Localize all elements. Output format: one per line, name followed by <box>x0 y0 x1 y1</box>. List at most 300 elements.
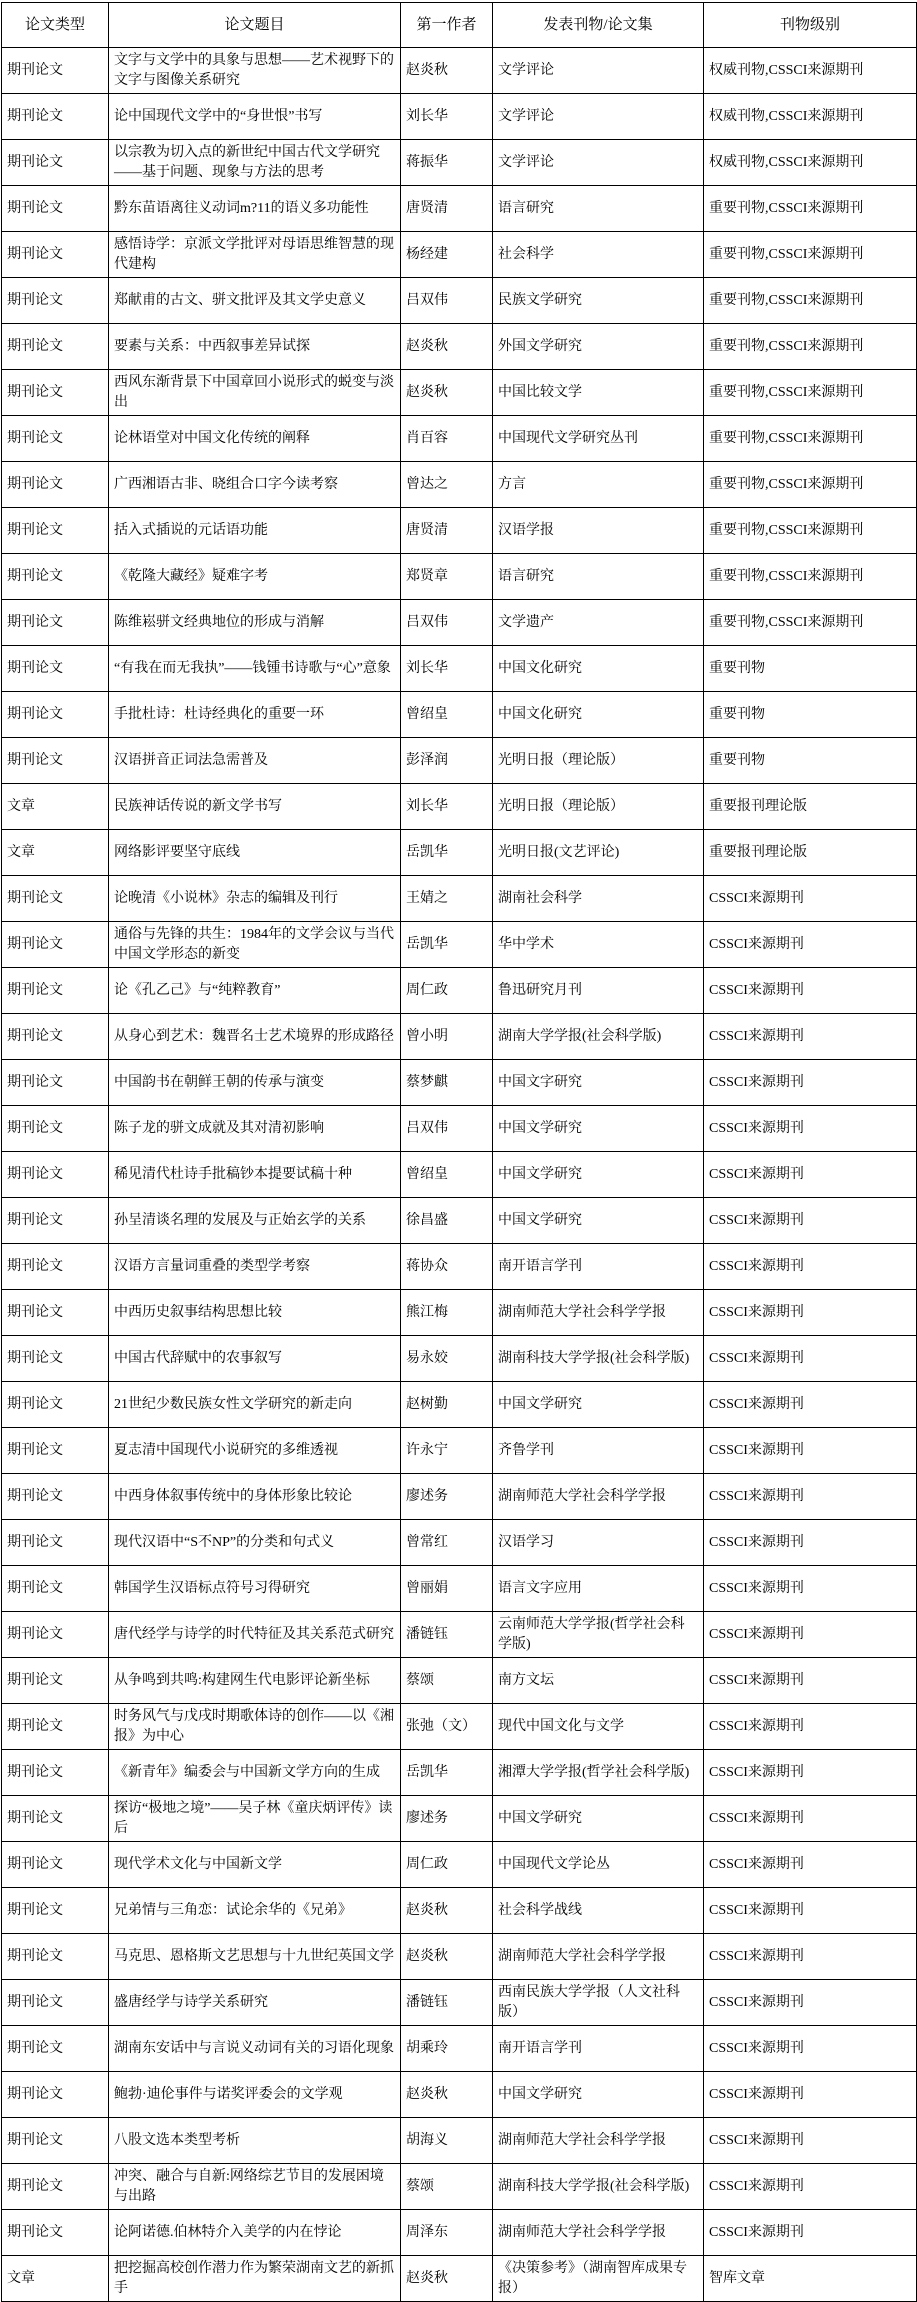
paper-type-cell: 期刊论文 <box>2 1796 109 1842</box>
first-author-cell: 唐贤清 <box>401 508 493 554</box>
paper-title-cell: 兄弟情与三角恋：试论余华的《兄弟》 <box>109 1888 401 1934</box>
paper-type-cell: 期刊论文 <box>2 1888 109 1934</box>
first-author-cell: 曾丽娟 <box>401 1566 493 1612</box>
publications-table <box>1 2 917 2302</box>
journal-cell: 湘潭大学学报(哲学社会科学版) <box>493 1750 704 1796</box>
journal-cell: 南方文坛 <box>493 1658 704 1704</box>
first-author-cell: 赵炎秋 <box>401 2072 493 2118</box>
first-author-cell: 蒋协众 <box>401 1244 493 1290</box>
first-author-cell: 廖述务 <box>401 1474 493 1520</box>
table-row <box>2 2026 917 2072</box>
paper-type-cell: 期刊论文 <box>2 1934 109 1980</box>
journal-cell: 湖南师范大学社会科学学报 <box>493 1290 704 1336</box>
level-cell: CSSCI来源期刊 <box>704 1014 917 1060</box>
column-header-first-author: 第一作者 <box>401 3 493 48</box>
table-row <box>2 646 917 692</box>
paper-type-cell: 期刊论文 <box>2 1704 109 1750</box>
level-cell: 重要刊物,CSSCI来源期刊 <box>704 462 917 508</box>
paper-title-cell: 孙呈清谈名理的发展及与正始玄学的关系 <box>109 1198 401 1244</box>
paper-type-cell: 期刊论文 <box>2 968 109 1014</box>
paper-title-cell: 要素与关系：中西叙事差异试探 <box>109 324 401 370</box>
level-cell: CSSCI来源期刊 <box>704 1704 917 1750</box>
column-header-paper-type: 论文类型 <box>2 3 109 48</box>
first-author-cell: 周仁政 <box>401 1842 493 1888</box>
first-author-cell: 王婧之 <box>401 876 493 922</box>
paper-title-cell: 稀见清代杜诗手批稿钞本提要试稿十种 <box>109 1152 401 1198</box>
level-cell: CSSCI来源期刊 <box>704 1934 917 1980</box>
level-cell: 重要刊物,CSSCI来源期刊 <box>704 600 917 646</box>
table-row <box>2 1014 917 1060</box>
paper-type-cell: 期刊论文 <box>2 1336 109 1382</box>
paper-type-cell: 期刊论文 <box>2 2026 109 2072</box>
journal-cell: 语言文字应用 <box>493 1566 704 1612</box>
paper-title-cell: 从争鸣到共鸣:构建网生代电影评论新坐标 <box>109 1658 401 1704</box>
first-author-cell: 赵炎秋 <box>401 1934 493 1980</box>
first-author-cell: 刘长华 <box>401 784 493 830</box>
table-row <box>2 1888 917 1934</box>
first-author-cell: 曾绍皇 <box>401 692 493 738</box>
level-cell: CSSCI来源期刊 <box>704 2118 917 2164</box>
table-row <box>2 738 917 784</box>
first-author-cell: 曾小明 <box>401 1014 493 1060</box>
first-author-cell: 赵炎秋 <box>401 2256 493 2302</box>
paper-title-cell: 马克思、恩格斯文艺思想与十九世纪英国文学 <box>109 1934 401 1980</box>
journal-cell: 民族文学研究 <box>493 278 704 324</box>
table-row <box>2 1658 917 1704</box>
table-row <box>2 1750 917 1796</box>
level-cell: CSSCI来源期刊 <box>704 1198 917 1244</box>
table-row <box>2 600 917 646</box>
table-row <box>2 1244 917 1290</box>
level-cell: CSSCI来源期刊 <box>704 1520 917 1566</box>
paper-title-cell: 论《孔乙己》与“纯粹教育” <box>109 968 401 1014</box>
table-row <box>2 1934 917 1980</box>
journal-cell: 南开语言学刊 <box>493 2026 704 2072</box>
paper-type-cell: 期刊论文 <box>2 692 109 738</box>
table-row <box>2 1290 917 1336</box>
journal-cell: 文学遗产 <box>493 600 704 646</box>
paper-title-cell: 中西身体叙事传统中的身体形象比较论 <box>109 1474 401 1520</box>
paper-title-cell: 论晚清《小说林》杂志的编辑及刊行 <box>109 876 401 922</box>
level-cell: CSSCI来源期刊 <box>704 2072 917 2118</box>
paper-type-cell: 期刊论文 <box>2 48 109 94</box>
table-row <box>2 1474 917 1520</box>
first-author-cell: 刘长华 <box>401 646 493 692</box>
journal-cell: 湖南师范大学社会科学学报 <box>493 1934 704 1980</box>
table-row <box>2 48 917 94</box>
first-author-cell: 许永宁 <box>401 1428 493 1474</box>
table-row <box>2 554 917 600</box>
first-author-cell: 岳凯华 <box>401 830 493 876</box>
table-header <box>2 3 917 48</box>
journal-cell: 湖南师范大学社会科学学报 <box>493 2210 704 2256</box>
paper-type-cell: 期刊论文 <box>2 278 109 324</box>
table-row <box>2 508 917 554</box>
paper-title-cell: 盛唐经学与诗学关系研究 <box>109 1980 401 2026</box>
first-author-cell: 吕双伟 <box>401 600 493 646</box>
paper-title-cell: 把挖掘高校创作潜力作为繁荣湖南文艺的新抓手 <box>109 2256 401 2302</box>
paper-type-cell: 期刊论文 <box>2 1474 109 1520</box>
paper-type-cell: 期刊论文 <box>2 508 109 554</box>
first-author-cell: 曾常红 <box>401 1520 493 1566</box>
first-author-cell: 潘链钰 <box>401 1612 493 1658</box>
table-row <box>2 140 917 186</box>
first-author-cell: 曾绍皇 <box>401 1152 493 1198</box>
level-cell: CSSCI来源期刊 <box>704 922 917 968</box>
first-author-cell: 蔡梦麒 <box>401 1060 493 1106</box>
table-row <box>2 1520 917 1566</box>
paper-title-cell: 网络影评要坚守底线 <box>109 830 401 876</box>
paper-title-cell: 汉语拼音正词法急需普及 <box>109 738 401 784</box>
journal-cell: 光明日报(文艺评论) <box>493 830 704 876</box>
paper-title-cell: 八股文选本类型考析 <box>109 2118 401 2164</box>
table-row <box>2 830 917 876</box>
level-cell: 权威刊物,CSSCI来源期刊 <box>704 48 917 94</box>
level-cell: 重要刊物,CSSCI来源期刊 <box>704 278 917 324</box>
journal-cell: 湖南科技大学学报(社会科学版) <box>493 2164 704 2210</box>
journal-cell: 中国文学研究 <box>493 1106 704 1152</box>
table-body <box>2 48 917 2302</box>
table-row <box>2 1612 917 1658</box>
level-cell: CSSCI来源期刊 <box>704 1842 917 1888</box>
first-author-cell: 岳凯华 <box>401 1750 493 1796</box>
table-row <box>2 1980 917 2026</box>
journal-cell: 现代中国文化与文学 <box>493 1704 704 1750</box>
paper-title-cell: 以宗教为切入点的新世纪中国古代文学研究——基于问题、现象与方法的思考 <box>109 140 401 186</box>
journal-cell: 西南民族大学学报（人文社科版） <box>493 1980 704 2026</box>
paper-title-cell: 汉语方言量词重叠的类型学考察 <box>109 1244 401 1290</box>
paper-type-cell: 期刊论文 <box>2 738 109 784</box>
first-author-cell: 唐贤清 <box>401 186 493 232</box>
journal-cell: 中国文学研究 <box>493 1796 704 1842</box>
level-cell: CSSCI来源期刊 <box>704 2164 917 2210</box>
table-row <box>2 922 917 968</box>
first-author-cell: 潘链钰 <box>401 1980 493 2026</box>
journal-cell: 湖南社会科学 <box>493 876 704 922</box>
paper-title-cell: 现代学术文化与中国新文学 <box>109 1842 401 1888</box>
paper-title-cell: 唐代经学与诗学的时代特征及其关系范式研究 <box>109 1612 401 1658</box>
paper-title-cell: 中西历史叙事结构思想比较 <box>109 1290 401 1336</box>
level-cell: 重要刊物,CSSCI来源期刊 <box>704 370 917 416</box>
first-author-cell: 郑贤章 <box>401 554 493 600</box>
paper-type-cell: 期刊论文 <box>2 416 109 462</box>
journal-cell: 《决策参考》（湖南智库成果专报） <box>493 2256 704 2302</box>
level-cell: 重要刊物,CSSCI来源期刊 <box>704 232 917 278</box>
level-cell: 权威刊物,CSSCI来源期刊 <box>704 94 917 140</box>
journal-cell: 中国比较文学 <box>493 370 704 416</box>
paper-type-cell: 期刊论文 <box>2 462 109 508</box>
journal-cell: 湖南大学学报(社会科学版) <box>493 1014 704 1060</box>
paper-type-cell: 期刊论文 <box>2 1290 109 1336</box>
paper-title-cell: 《乾隆大藏经》疑难字考 <box>109 554 401 600</box>
column-header-level: 刊物级别 <box>704 3 917 48</box>
table-row <box>2 1198 917 1244</box>
journal-cell: 湖南师范大学社会科学学报 <box>493 1474 704 1520</box>
paper-type-cell: 期刊论文 <box>2 370 109 416</box>
first-author-cell: 刘长华 <box>401 94 493 140</box>
journal-cell: 文学评论 <box>493 48 704 94</box>
table-row <box>2 1106 917 1152</box>
paper-type-cell: 期刊论文 <box>2 1428 109 1474</box>
level-cell: 重要报刊理论版 <box>704 830 917 876</box>
level-cell: CSSCI来源期刊 <box>704 1888 917 1934</box>
journal-cell: 华中学术 <box>493 922 704 968</box>
paper-type-cell: 期刊论文 <box>2 1566 109 1612</box>
level-cell: 重要刊物 <box>704 738 917 784</box>
journal-cell: 中国文字研究 <box>493 1060 704 1106</box>
paper-type-cell: 期刊论文 <box>2 2072 109 2118</box>
paper-title-cell: 黔东苗语离往义动词m?11的语义多功能性 <box>109 186 401 232</box>
first-author-cell: 张弛（文） <box>401 1704 493 1750</box>
first-author-cell: 蔡颂 <box>401 2164 493 2210</box>
journal-cell: 文学评论 <box>493 94 704 140</box>
level-cell: 重要刊物,CSSCI来源期刊 <box>704 508 917 554</box>
table-row <box>2 2210 917 2256</box>
paper-type-cell: 期刊论文 <box>2 1612 109 1658</box>
paper-type-cell: 文章 <box>2 2256 109 2302</box>
journal-cell: 中国文化研究 <box>493 646 704 692</box>
journal-cell: 鲁迅研究月刊 <box>493 968 704 1014</box>
paper-title-cell: “有我在而无我执”——钱锺书诗歌与“心”意象 <box>109 646 401 692</box>
paper-type-cell: 期刊论文 <box>2 232 109 278</box>
paper-title-cell: 郑献甫的古文、骈文批评及其文学史意义 <box>109 278 401 324</box>
table-row <box>2 324 917 370</box>
paper-title-cell: 探访“极地之境”——吴子林《童庆炳评传》读后 <box>109 1796 401 1842</box>
first-author-cell: 蒋振华 <box>401 140 493 186</box>
paper-type-cell: 期刊论文 <box>2 186 109 232</box>
level-cell: CSSCI来源期刊 <box>704 1566 917 1612</box>
journal-cell: 湖南科技大学学报(社会科学版) <box>493 1336 704 1382</box>
paper-title-cell: 冲突、融合与自新:网络综艺节目的发展困境与出路 <box>109 2164 401 2210</box>
level-cell: 重要刊物,CSSCI来源期刊 <box>704 416 917 462</box>
table-row <box>2 94 917 140</box>
table-row <box>2 784 917 830</box>
paper-type-cell: 文章 <box>2 784 109 830</box>
journal-cell: 中国文化研究 <box>493 692 704 738</box>
first-author-cell: 廖述务 <box>401 1796 493 1842</box>
table-row <box>2 1796 917 1842</box>
table-row <box>2 876 917 922</box>
first-author-cell: 蔡颂 <box>401 1658 493 1704</box>
paper-title-cell: 广西湘语古非、晓组合口字今读考察 <box>109 462 401 508</box>
journal-cell: 社会科学战线 <box>493 1888 704 1934</box>
paper-title-cell: 时务风气与戊戌时期歌体诗的创作——以《湘报》为中心 <box>109 1704 401 1750</box>
paper-title-cell: 手批杜诗：杜诗经典化的重要一环 <box>109 692 401 738</box>
paper-type-cell: 期刊论文 <box>2 1244 109 1290</box>
journal-cell: 方言 <box>493 462 704 508</box>
level-cell: 重要刊物 <box>704 646 917 692</box>
table-row <box>2 278 917 324</box>
first-author-cell: 彭泽润 <box>401 738 493 784</box>
level-cell: CSSCI来源期刊 <box>704 1474 917 1520</box>
first-author-cell: 赵树勤 <box>401 1382 493 1428</box>
level-cell: CSSCI来源期刊 <box>704 1658 917 1704</box>
table-row <box>2 1566 917 1612</box>
level-cell: CSSCI来源期刊 <box>704 1244 917 1290</box>
first-author-cell: 周泽东 <box>401 2210 493 2256</box>
paper-title-cell: 夏志清中国现代小说研究的多维透视 <box>109 1428 401 1474</box>
level-cell: 重要刊物 <box>704 692 917 738</box>
paper-type-cell: 期刊论文 <box>2 324 109 370</box>
paper-type-cell: 期刊论文 <box>2 1014 109 1060</box>
table-row <box>2 968 917 1014</box>
paper-title-cell: 文字与文学中的具象与思想——艺术视野下的文字与图像关系研究 <box>109 48 401 94</box>
first-author-cell: 熊江梅 <box>401 1290 493 1336</box>
table-row <box>2 462 917 508</box>
paper-type-cell: 期刊论文 <box>2 2118 109 2164</box>
table-row <box>2 1060 917 1106</box>
level-cell: CSSCI来源期刊 <box>704 1152 917 1198</box>
table-row <box>2 2256 917 2302</box>
table-row <box>2 1704 917 1750</box>
paper-type-cell: 期刊论文 <box>2 1750 109 1796</box>
column-header-paper-title: 论文题目 <box>109 3 401 48</box>
table-row <box>2 1842 917 1888</box>
paper-type-cell: 期刊论文 <box>2 1658 109 1704</box>
table-row <box>2 370 917 416</box>
journal-cell: 中国文学研究 <box>493 1152 704 1198</box>
level-cell: 重要刊物,CSSCI来源期刊 <box>704 186 917 232</box>
level-cell: CSSCI来源期刊 <box>704 2026 917 2072</box>
level-cell: 重要刊物,CSSCI来源期刊 <box>704 554 917 600</box>
first-author-cell: 赵炎秋 <box>401 370 493 416</box>
paper-title-cell: 论林语堂对中国文化传统的阐释 <box>109 416 401 462</box>
level-cell: CSSCI来源期刊 <box>704 1382 917 1428</box>
level-cell: CSSCI来源期刊 <box>704 1336 917 1382</box>
paper-type-cell: 期刊论文 <box>2 600 109 646</box>
journal-cell: 中国文学研究 <box>493 2072 704 2118</box>
journal-cell: 云南师范大学学报(哲学社会科学版) <box>493 1612 704 1658</box>
paper-type-cell: 期刊论文 <box>2 646 109 692</box>
paper-title-cell: 括入式插说的元话语功能 <box>109 508 401 554</box>
paper-title-cell: 湖南东安话中与言说义动词有关的习语化现象 <box>109 2026 401 2072</box>
journal-cell: 中国现代文学论丛 <box>493 1842 704 1888</box>
table-row <box>2 1336 917 1382</box>
level-cell: CSSCI来源期刊 <box>704 1428 917 1474</box>
table-row <box>2 1382 917 1428</box>
level-cell: CSSCI来源期刊 <box>704 1750 917 1796</box>
first-author-cell: 易永姣 <box>401 1336 493 1382</box>
first-author-cell: 肖百容 <box>401 416 493 462</box>
first-author-cell: 周仁政 <box>401 968 493 1014</box>
header-row <box>2 3 917 48</box>
journal-cell: 湖南师范大学社会科学学报 <box>493 2118 704 2164</box>
table-row <box>2 1428 917 1474</box>
first-author-cell: 吕双伟 <box>401 1106 493 1152</box>
first-author-cell: 岳凯华 <box>401 922 493 968</box>
table-row <box>2 232 917 278</box>
paper-type-cell: 期刊论文 <box>2 876 109 922</box>
table-row <box>2 416 917 462</box>
paper-title-cell: 《新青年》编委会与中国新文学方向的生成 <box>109 1750 401 1796</box>
paper-type-cell: 期刊论文 <box>2 1060 109 1106</box>
level-cell: CSSCI来源期刊 <box>704 968 917 1014</box>
journal-cell: 语言研究 <box>493 186 704 232</box>
paper-type-cell: 期刊论文 <box>2 1382 109 1428</box>
table-row <box>2 2164 917 2210</box>
paper-title-cell: 中国古代辞赋中的农事叙写 <box>109 1336 401 1382</box>
paper-type-cell: 期刊论文 <box>2 2164 109 2210</box>
level-cell: CSSCI来源期刊 <box>704 1796 917 1842</box>
journal-cell: 光明日报（理论版） <box>493 738 704 784</box>
paper-type-cell: 期刊论文 <box>2 1198 109 1244</box>
paper-title-cell: 民族神话传说的新文学书写 <box>109 784 401 830</box>
paper-title-cell: 陈维崧骈文经典地位的形成与消解 <box>109 600 401 646</box>
first-author-cell: 徐昌盛 <box>401 1198 493 1244</box>
paper-type-cell: 期刊论文 <box>2 2210 109 2256</box>
paper-title-cell: 论中国现代文学中的“身世恨”书写 <box>109 94 401 140</box>
paper-title-cell: 从身心到艺术：魏晋名士艺术境界的形成路径 <box>109 1014 401 1060</box>
paper-title-cell: 论阿诺德.伯林特介入美学的内在悖论 <box>109 2210 401 2256</box>
table-row <box>2 1152 917 1198</box>
paper-title-cell: 感悟诗学：京派文学批评对母语思维智慧的现代建构 <box>109 232 401 278</box>
paper-type-cell: 期刊论文 <box>2 94 109 140</box>
first-author-cell: 曾达之 <box>401 462 493 508</box>
journal-cell: 社会科学 <box>493 232 704 278</box>
journal-cell: 齐鲁学刊 <box>493 1428 704 1474</box>
first-author-cell: 胡海义 <box>401 2118 493 2164</box>
first-author-cell: 赵炎秋 <box>401 324 493 370</box>
level-cell: 智库文章 <box>704 2256 917 2302</box>
first-author-cell: 赵炎秋 <box>401 48 493 94</box>
paper-title-cell: 鲍勃·迪伦事件与诺奖评委会的文学观 <box>109 2072 401 2118</box>
level-cell: CSSCI来源期刊 <box>704 1612 917 1658</box>
level-cell: CSSCI来源期刊 <box>704 876 917 922</box>
journal-cell: 汉语学报 <box>493 508 704 554</box>
table-row <box>2 2072 917 2118</box>
level-cell: CSSCI来源期刊 <box>704 2210 917 2256</box>
journal-cell: 语言研究 <box>493 554 704 600</box>
paper-title-cell: 现代汉语中“S不NP”的分类和句式义 <box>109 1520 401 1566</box>
first-author-cell: 胡乘玲 <box>401 2026 493 2072</box>
paper-type-cell: 期刊论文 <box>2 1106 109 1152</box>
paper-type-cell: 期刊论文 <box>2 1152 109 1198</box>
paper-title-cell: 通俗与先锋的共生：1984年的文学会议与当代中国文学形态的新变 <box>109 922 401 968</box>
journal-cell: 中国文学研究 <box>493 1382 704 1428</box>
paper-type-cell: 期刊论文 <box>2 554 109 600</box>
journal-cell: 外国文学研究 <box>493 324 704 370</box>
level-cell: 权威刊物,CSSCI来源期刊 <box>704 140 917 186</box>
journal-cell: 光明日报（理论版） <box>493 784 704 830</box>
level-cell: CSSCI来源期刊 <box>704 1980 917 2026</box>
level-cell: 重要刊物,CSSCI来源期刊 <box>704 324 917 370</box>
level-cell: CSSCI来源期刊 <box>704 1060 917 1106</box>
paper-title-cell: 韩国学生汉语标点符号习得研究 <box>109 1566 401 1612</box>
journal-cell: 文学评论 <box>493 140 704 186</box>
journal-cell: 中国文学研究 <box>493 1198 704 1244</box>
journal-cell: 汉语学习 <box>493 1520 704 1566</box>
paper-title-cell: 陈子龙的骈文成就及其对清初影响 <box>109 1106 401 1152</box>
paper-type-cell: 期刊论文 <box>2 1520 109 1566</box>
table-row <box>2 692 917 738</box>
paper-title-cell: 中国韵书在朝鲜王朝的传承与演变 <box>109 1060 401 1106</box>
paper-type-cell: 期刊论文 <box>2 1980 109 2026</box>
journal-cell: 中国现代文学研究丛刊 <box>493 416 704 462</box>
paper-type-cell: 期刊论文 <box>2 140 109 186</box>
paper-type-cell: 期刊论文 <box>2 1842 109 1888</box>
column-header-journal: 发表刊物/论文集 <box>493 3 704 48</box>
level-cell: CSSCI来源期刊 <box>704 1290 917 1336</box>
paper-type-cell: 文章 <box>2 830 109 876</box>
journal-cell: 南开语言学刊 <box>493 1244 704 1290</box>
level-cell: CSSCI来源期刊 <box>704 1106 917 1152</box>
paper-title-cell: 西风东渐背景下中国章回小说形式的蜕变与淡出 <box>109 370 401 416</box>
first-author-cell: 吕双伟 <box>401 278 493 324</box>
level-cell: 重要报刊理论版 <box>704 784 917 830</box>
first-author-cell: 杨经建 <box>401 232 493 278</box>
paper-title-cell: 21世纪少数民族女性文学研究的新走向 <box>109 1382 401 1428</box>
table-row <box>2 186 917 232</box>
